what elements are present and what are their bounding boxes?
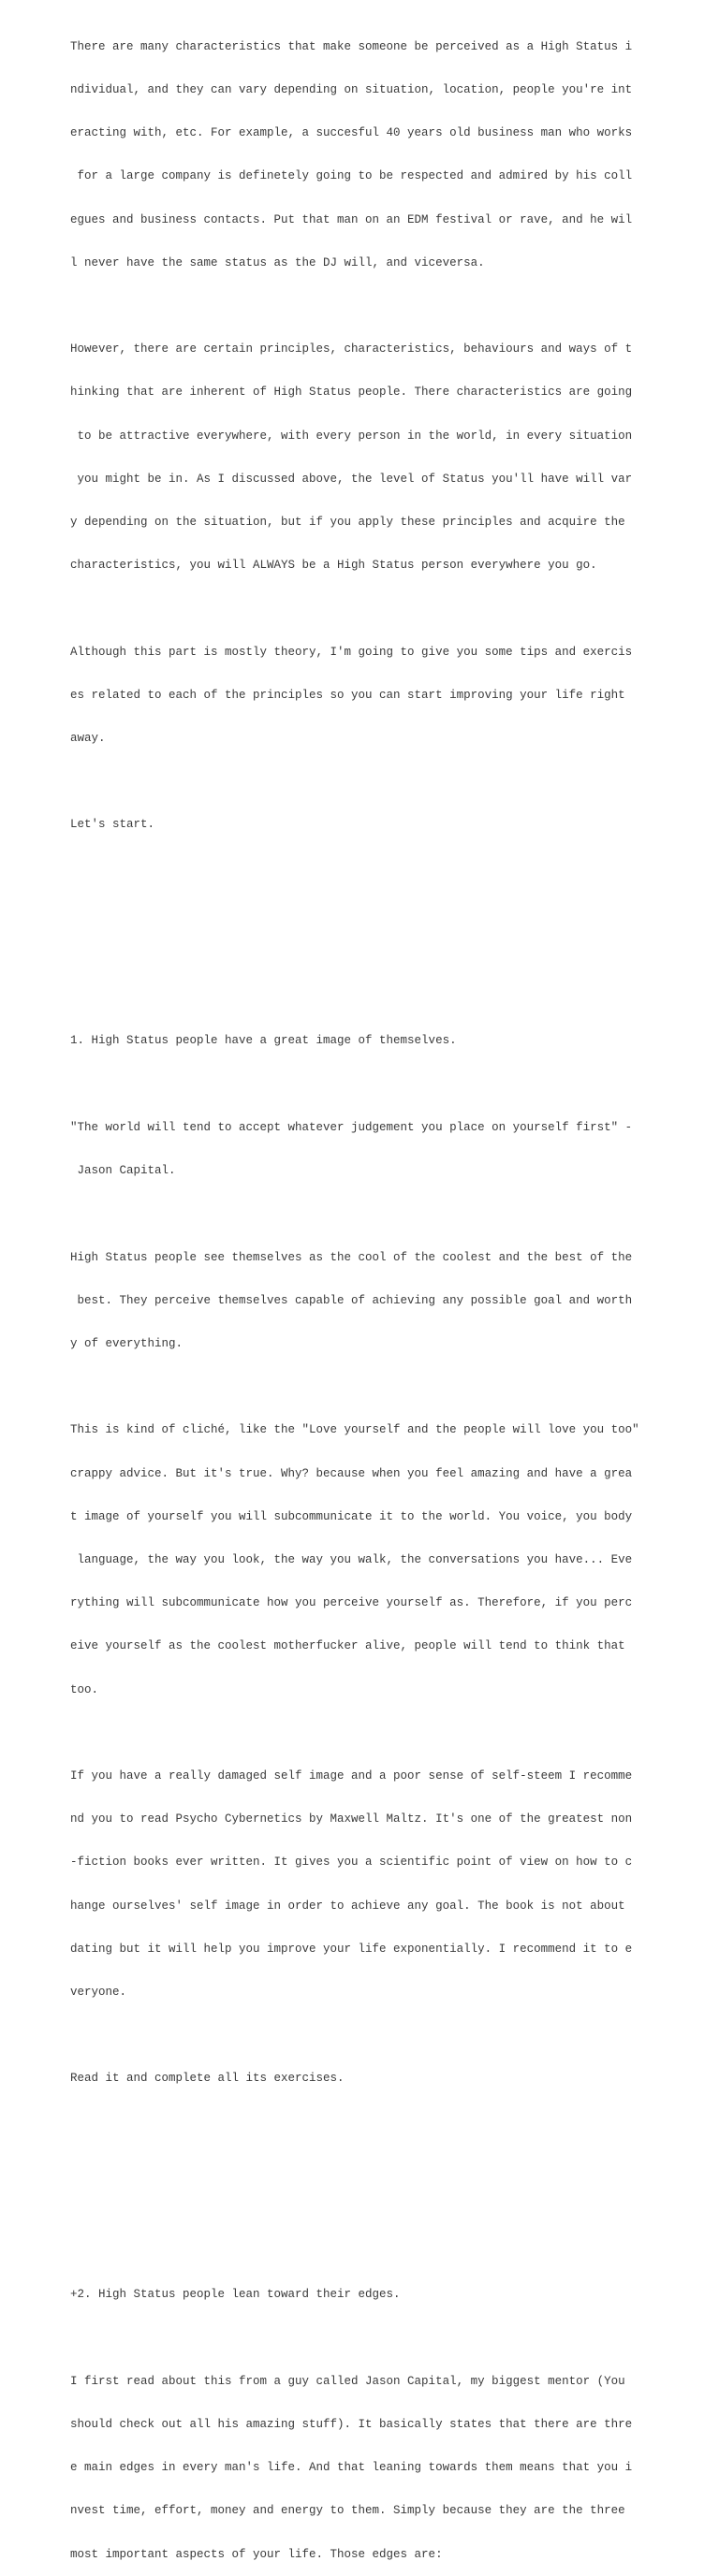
- text-line: However, there are certain principles, characteristics, behaviours and ways of t: [70, 342, 633, 357]
- blank-line: [70, 1207, 641, 1221]
- blank-line: [70, 991, 641, 1005]
- text-line: hange ourselves' self image in order to achieve any goal. The book is not about: [70, 1899, 625, 1913]
- text-line: best. They perceive themselves capable of achieving any possible goal and worth: [70, 1293, 633, 1307]
- text-line: egues and business contacts. Put that man on an EDM festival or rave, and he wil: [70, 212, 633, 226]
- text-line: eracting with, etc. For example, a succesful 40 years old business man who works: [70, 126, 633, 140]
- text-line: should check out all his amazing stuff). It basically states that there are thre: [70, 2417, 633, 2431]
- text-line: rything will subcommunicate how you perceive yourself as. Therefore, if you perc: [70, 1596, 633, 1610]
- text-line: away.: [70, 732, 106, 746]
- section-heading: +2. High Status people lean toward their edges.: [70, 2288, 401, 2302]
- text-line: es related to each of the principles so you can start improving your life right: [70, 688, 625, 702]
- text-line: characteristics, you will ALWAYS be a High Status person everywhere you go.: [70, 559, 597, 573]
- text-line: ndividual, and they can vary depending on situation, location, people you're int: [70, 83, 633, 97]
- blank-line: [70, 862, 641, 876]
- text-line: I first read about this from a guy called Jason Capital, my biggest mentor (You: [70, 2374, 625, 2388]
- text-line: most important aspects of your life. Those edges are:: [70, 2547, 443, 2561]
- text-line: e main edges in every man's life. And that leaning towards them means that you i: [70, 2461, 633, 2475]
- text-line: eive yourself as the coolest motherfucker alive, people will tend to think that: [70, 1639, 625, 1653]
- blank-line: [70, 2245, 641, 2259]
- text-line: Let's start.: [70, 818, 155, 832]
- text-line: Although this part is mostly theory, I'm going to give you some tips and exercis: [70, 645, 633, 659]
- text-line: veryone.: [70, 1985, 127, 1999]
- quote-line: Jason Capital.: [70, 1164, 176, 1178]
- text-line: nd you to read Psycho Cybernetics by Maxwell Maltz. It's one of the greatest non: [70, 1812, 633, 1826]
- text-line: If you have a really damaged self image and a poor sense of self-steem I recomme: [70, 1768, 633, 1783]
- blank-line: [70, 2029, 641, 2043]
- blank-line: [70, 948, 641, 962]
- text-line: y depending on the situation, but if you apply these principles and acquire the: [70, 516, 625, 530]
- text-line: dating but it will help you improve your life exponentially. I recommend it to e: [70, 1942, 633, 1956]
- blank-line: [70, 2332, 641, 2346]
- section-heading: 1. High Status people have a great image of themselves.: [70, 1034, 457, 1048]
- quote-line: "The world will tend to accept whatever judgement you place on yourself first" -: [70, 1120, 633, 1134]
- text-line: High Status people see themselves as the cool of the coolest and the best of the: [70, 1250, 633, 1264]
- text-line: There are many characteristics that make someone be perceived as a High Status i: [70, 39, 633, 53]
- blank-line: [70, 602, 641, 616]
- text-line: Read it and complete all its exercises.: [70, 2072, 345, 2086]
- text-line: crappy advice. But it's true. Why? because when you feel amazing and have a grea: [70, 1466, 633, 1480]
- text-line: language, the way you look, the way you walk, the conversations you have... Eve: [70, 1552, 633, 1566]
- text-line: hinking that are inherent of High Status people. There characteristics are going: [70, 386, 633, 400]
- text-line: too.: [70, 1682, 99, 1696]
- text-line: you might be in. As I discussed above, the level of Status you'll have will var: [70, 472, 633, 486]
- text-line: nvest time, effort, money and energy to them. Simply because they are the three: [70, 2504, 625, 2518]
- blank-line: [70, 1380, 641, 1394]
- blank-line: [70, 299, 641, 313]
- blank-line: [70, 2116, 641, 2130]
- blank-line: [70, 905, 641, 919]
- text-line: -fiction books ever written. It gives you a scientific point of view on how to c: [70, 1856, 633, 1870]
- blank-line: [70, 2159, 641, 2173]
- blank-line: [70, 1726, 641, 1740]
- text-line: l never have the same status as the DJ will, and viceversa.: [70, 255, 485, 269]
- text-line: to be attractive everywhere, with every person in the world, in every situation: [70, 429, 633, 443]
- text-line: This is kind of cliché, like the "Love yourself and the people will love you too": [70, 1423, 639, 1437]
- blank-line: [70, 2202, 641, 2216]
- text-line: y of everything.: [70, 1336, 183, 1350]
- blank-line: [70, 1078, 641, 1092]
- document-text: [70, 11, 641, 2576]
- text-line: for a large company is definetely going to be respected and admired by his coll: [70, 169, 633, 183]
- blank-line: [70, 775, 641, 789]
- text-line: t image of yourself you will subcommunicate it to the world. You voice, you body: [70, 1509, 633, 1523]
